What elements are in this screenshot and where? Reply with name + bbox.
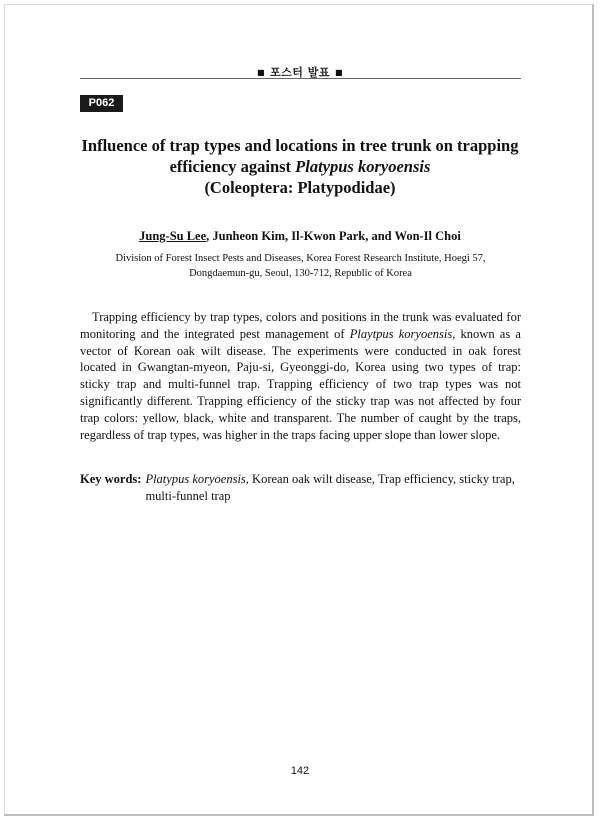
square-bullet-icon: ■ xyxy=(334,68,344,77)
abstract-body: Trapping efficiency by trap types, colors and positions in the trunk was evaluated for monitoring and the integrated pest management of Playtpus koryoensis, known as a vector of Korean oak wilt disease. The experiments were conducted in oak forest located in Gwangtan-myeon, Paju-si, Gyeonggi-do, Korea using two types of trap: sticky trap and multi-funnel trap. Trapping efficiency of two trap types was not significantly different. Trapping efficiency of the sticky trap was not affected by four trap colors: yellow, black, white and transparent. The number of caught by the traps, regardless of trap types, was higher in the traps facing upper slope than lower slope. xyxy=(80,310,521,442)
paper-code-badge: P062 xyxy=(80,95,123,112)
section-header-label: 포스터 발표 xyxy=(270,66,330,79)
presenting-author: Jung-Su Lee xyxy=(139,229,207,243)
affiliation-line-2: Dongdaemun-gu, Seoul, 130-712, Republic of Korea xyxy=(189,268,412,279)
paper-title xyxy=(60,135,540,198)
keywords xyxy=(80,471,521,505)
affiliation xyxy=(80,251,521,281)
header-divider xyxy=(80,78,521,79)
title-line-2: efficiency against Platypus koryoensis xyxy=(169,157,431,176)
co-authors: , Junheon Kim, Il-Kwon Park, and Won-Il Choi xyxy=(206,229,461,243)
abstract-species-name: Playtpus koryoensis xyxy=(349,326,453,341)
author-list xyxy=(60,229,540,244)
affiliation-line-1: Division of Forest Insect Pests and Diseases, Korea Forest Research Institute, Hoegi 57, xyxy=(115,253,486,264)
title-species-name: Platypus koryoensis xyxy=(295,157,431,176)
title-line-1: Influence of trap types and locations in tree trunk on trapping xyxy=(81,136,519,155)
square-bullet-icon: ■ xyxy=(256,68,266,77)
keywords-label: Key words: xyxy=(80,472,142,486)
keywords-list: Platypus koryoensis, Korean oak wilt disease, Trap efficiency, sticky trap, multi-funnel trap xyxy=(145,472,515,503)
page-number: 142 xyxy=(290,765,310,777)
title-line-3: (Coleoptera: Platypodidae) xyxy=(204,178,396,197)
